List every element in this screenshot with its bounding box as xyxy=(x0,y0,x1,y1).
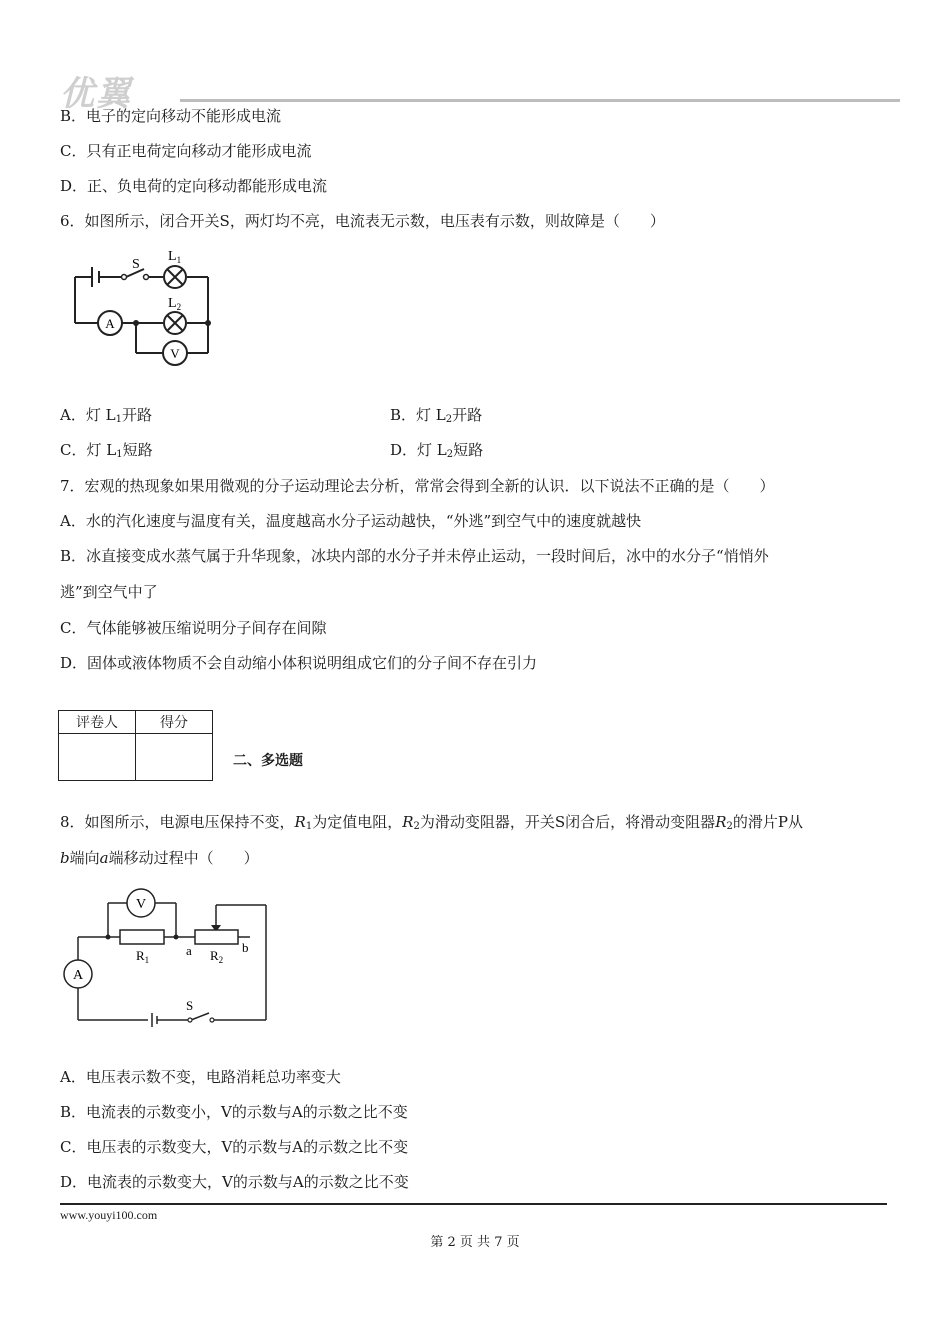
q8-circuit-diagram xyxy=(60,880,280,1030)
q5-option-c: C．只有正电荷定向移动才能形成电流 xyxy=(60,142,312,160)
lamp-l2-label: $L_2$ xyxy=(168,296,182,312)
page-number: 第 2 页 共 7 页 xyxy=(430,1235,520,1250)
q6-option-c: C．灯 $L_1$短路 xyxy=(60,441,153,460)
voltmeter-label: V xyxy=(170,346,180,361)
score-table-score-cell xyxy=(136,734,213,781)
lamp-l2-symbol xyxy=(164,312,186,334)
header-divider xyxy=(180,99,900,102)
q7-option-b-continued: 逃”到空气中了 xyxy=(60,583,158,601)
terminal-b-label: b xyxy=(242,940,249,955)
q8-option-b: B．电流表的示数变小，V的示数与A的示数之比不变 xyxy=(60,1103,408,1121)
footer-divider xyxy=(60,1203,887,1205)
lamp-l1-symbol xyxy=(164,266,186,288)
q6-option-d: D．灯 $L_2$短路 xyxy=(390,441,484,460)
ammeter-label: A xyxy=(72,968,84,983)
rheostat-r2 xyxy=(195,930,238,944)
q8-stem-continued: b端向a端移动过程中（ ） xyxy=(60,849,259,867)
resistor-r1 xyxy=(120,930,164,944)
q7-option-b: B．冰直接变成水蒸气属于升华现象，冰块内部的水分子并未停止运动，一段时间后，冰中的水分子“悄悄外 xyxy=(60,547,769,565)
terminal-a-label: a xyxy=(186,943,192,958)
switch-label: S xyxy=(186,998,194,1013)
q8-option-d: D．电流表的示数变大，V的示数与A的示数之比不变 xyxy=(60,1173,409,1191)
score-table-reviewer-cell xyxy=(59,734,136,781)
r2-label: $R_2$ xyxy=(210,948,224,965)
q7-option-c: C．气体能够被压缩说明分子间存在间隙 xyxy=(60,619,327,637)
q7-option-a: A．水的汽化速度与温度有关，温度越高水分子运动越快，“外逃”到空气中的速度就越快 xyxy=(60,512,642,530)
score-table-score-header: 得分 xyxy=(136,711,213,734)
q8-option-c: C．电压表的示数变大，V的示数与A的示数之比不变 xyxy=(60,1138,409,1156)
logo: 优翼 xyxy=(60,74,132,114)
lamp-l1-label: $L_1$ xyxy=(168,249,182,265)
q6-option-b: B．灯 $L_2$开路 xyxy=(390,406,483,425)
score-table-reviewer-header: 评卷人 xyxy=(59,711,136,734)
section-title: 二、多选题 xyxy=(233,753,303,769)
r1-label: $R_1$ xyxy=(136,948,150,965)
score-table xyxy=(58,710,213,781)
q6-option-a: A．灯 $L_1$开路 xyxy=(60,406,152,425)
q6-stem: 6．如图所示，闭合开关S，两灯均不亮，电流表无示数，电压表有示数，则故障是（ ） xyxy=(60,212,665,230)
ammeter-label: A xyxy=(105,316,115,331)
voltmeter-label: V xyxy=(135,897,147,912)
switch-label: S xyxy=(132,257,140,272)
q6-circuit-diagram xyxy=(60,245,220,375)
q5-option-b: B．电子的定向移动不能形成电流 xyxy=(60,107,282,125)
q7-option-d: D．固体或液体物质不会自动缩小体积说明组成它们的分子间不存在引力 xyxy=(60,654,538,672)
q7-stem: 7．宏观的热现象如果用微观的分子运动理论去分析，常常会得到全新的认识．以下说法不正确的是（ ） xyxy=(60,477,775,495)
footer-website: www.youyi100.com xyxy=(60,1208,158,1222)
q5-option-d: D．正、负电荷的定向移动都能形成电流 xyxy=(60,177,328,195)
q8-option-a: A．电压表示数不变，电路消耗总功率变大 xyxy=(60,1068,341,1086)
q8-stem: 8．如图所示，电源电压保持不变，$R_1$为定值电阻，$R_2$为滑动变阻器，开关S闭合后，将滑动变阻器$R_2$的滑片P从 xyxy=(60,813,803,832)
